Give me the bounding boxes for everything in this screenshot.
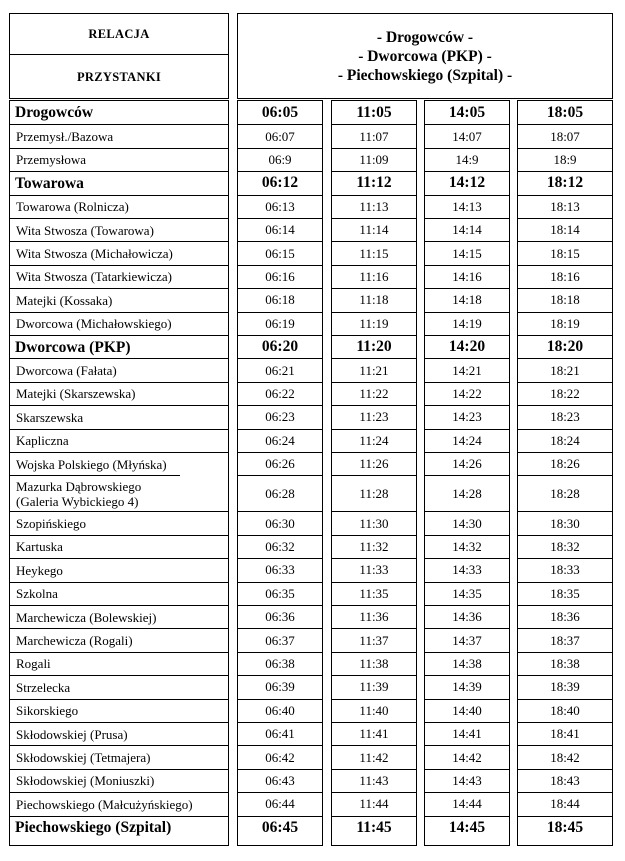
departure-time: 14:21	[425, 358, 509, 381]
departure-column-2	[331, 100, 417, 846]
stop-name: Piechowskiego (Małcużyńskiego)	[10, 792, 228, 815]
departure-time: 14:16	[425, 265, 509, 288]
departure-time: 18:19	[518, 312, 612, 335]
stop-name: Dworcowa (Fałata)	[10, 358, 228, 381]
stop-name: Sikorskiego	[10, 699, 228, 722]
stop-name: Skłodowskiej (Moniuszki)	[10, 769, 228, 792]
departure-time: 14:45	[425, 816, 509, 839]
departure-time: 14:35	[425, 582, 509, 605]
departure-time: 11:09	[332, 148, 416, 171]
stop-name: Matejki (Kossaka)	[10, 288, 228, 311]
stop-name: Przemysłowa	[10, 148, 228, 171]
departure-time: 14:44	[425, 792, 509, 815]
departure-time: 18:35	[518, 582, 612, 605]
header-left-box	[9, 13, 229, 99]
stop-name: Wojska Polskiego (Młyńska)	[10, 452, 228, 475]
departure-time: 06:33	[238, 558, 322, 581]
departure-time: 18:32	[518, 535, 612, 558]
departure-time: 11:43	[332, 769, 416, 792]
departure-time: 06:43	[238, 769, 322, 792]
departure-time: 11:32	[332, 535, 416, 558]
departure-time: 06:16	[238, 265, 322, 288]
departure-time: 06:12	[238, 171, 322, 194]
departure-time: 11:33	[332, 558, 416, 581]
stop-name: Dworcowa (Michałowskiego)	[10, 312, 228, 335]
major-stop-name: Piechowskiego (Szpital)	[10, 816, 228, 839]
departure-time: 11:38	[332, 652, 416, 675]
stop-name: Mazurka Dąbrowskiego (Galeria Wybickiego 4)	[10, 475, 180, 511]
departure-time: 06:24	[238, 429, 322, 452]
departure-time: 14:13	[425, 195, 509, 218]
departure-time: 18:26	[518, 452, 612, 475]
departure-time: 06:13	[238, 195, 322, 218]
departure-time: 14:40	[425, 699, 509, 722]
departure-time: 06:40	[238, 699, 322, 722]
departure-time: 18:30	[518, 511, 612, 534]
departure-time: 18:44	[518, 792, 612, 815]
departure-time: 11:44	[332, 792, 416, 815]
stop-name: Towarowa (Rolnicza)	[10, 195, 228, 218]
departure-time: 14:07	[425, 124, 509, 147]
departure-column-4	[517, 100, 613, 846]
departure-time: 11:21	[332, 358, 416, 381]
departure-time: 06:05	[261, 103, 299, 121]
major-stop-name: Towarowa	[10, 171, 228, 194]
departure-time: 11:42	[332, 745, 416, 768]
departure-time: 11:45	[332, 816, 416, 839]
departure-time: 11:16	[332, 265, 416, 288]
stop-name: Skłodowskiej (Tetmajera)	[10, 745, 228, 768]
departure-time: 11:23	[332, 405, 416, 428]
stop-name: Wita Stwosza (Towarowa)	[10, 218, 228, 241]
stop-name: Kartuska	[10, 535, 228, 558]
departure-time: 18:42	[518, 745, 612, 768]
departure-time: 18:16	[518, 265, 612, 288]
route-title-line-1: - Drogowców -	[376, 28, 474, 46]
departure-time: 06:14	[238, 218, 322, 241]
departure-time: 18:36	[518, 605, 612, 628]
departure-time: 18:12	[518, 171, 612, 194]
stop-name: Kapliczna	[10, 429, 228, 452]
departure-time: 18:24	[518, 429, 612, 452]
departure-time: 11:14	[332, 218, 416, 241]
stop-name: Marchewicza (Rogali)	[10, 628, 228, 651]
departure-time: 14:22	[425, 382, 509, 405]
stop-name: Strzelecka	[10, 675, 228, 698]
departure-time: 06:36	[238, 605, 322, 628]
departure-time: 06:45	[238, 816, 322, 839]
departure-time: 14:15	[425, 241, 509, 264]
departure-time: 06:41	[238, 722, 322, 745]
departure-time: 18:38	[518, 652, 612, 675]
departure-time: 06:26	[238, 452, 322, 475]
departure-time: 11:07	[332, 124, 416, 147]
departure-time: 18:05	[546, 103, 584, 121]
departure-time: 14:37	[425, 628, 509, 651]
departure-time: 18:40	[518, 699, 612, 722]
stop-name: Skarszewska	[10, 405, 228, 428]
stop-name: Matejki (Skarszewska)	[10, 382, 228, 405]
departure-time: 06:44	[238, 792, 322, 815]
departure-time: 14:28	[425, 475, 509, 511]
departure-time: 14:19	[425, 312, 509, 335]
departure-column-1	[237, 100, 323, 846]
departure-time: 18:23	[518, 405, 612, 428]
departure-time: 11:22	[332, 382, 416, 405]
departure-time: 18:14	[518, 218, 612, 241]
departure-time: 18:07	[518, 124, 612, 147]
departure-time: 06:37	[238, 628, 322, 651]
departure-time: 06:9	[238, 148, 322, 171]
departure-time: 14:23	[425, 405, 509, 428]
departure-time: 11:05	[356, 103, 392, 121]
departure-time: 06:15	[238, 241, 322, 264]
stop-name: Szopińskiego	[10, 511, 228, 534]
departure-time: 06:21	[238, 358, 322, 381]
departure-time: 18:43	[518, 769, 612, 792]
departure-time: 06:38	[238, 652, 322, 675]
departure-time: 14:20	[425, 335, 509, 358]
major-stop-name: Drogowców	[15, 104, 94, 122]
departure-time: 18:45	[518, 816, 612, 839]
departure-time: 06:20	[238, 335, 322, 358]
departure-time: 11:18	[332, 288, 416, 311]
departure-time: 14:32	[425, 535, 509, 558]
route-title-line-2: - Dworcowa (PKP) -	[358, 47, 492, 65]
departure-time: 11:39	[332, 675, 416, 698]
departure-time: 18:15	[518, 241, 612, 264]
departure-time: 18:39	[518, 675, 612, 698]
stop-name: Wita Stwosza (Tatarkiewicza)	[10, 265, 228, 288]
departure-time: 18:21	[518, 358, 612, 381]
stop-name: Heykego	[10, 558, 228, 581]
departure-time: 11:20	[332, 335, 416, 358]
departure-time: 14:12	[425, 171, 509, 194]
departure-time: 14:05	[448, 103, 486, 121]
departure-time: 11:41	[332, 722, 416, 745]
departure-time: 11:13	[332, 195, 416, 218]
departure-time: 06:28	[238, 475, 322, 511]
departure-time: 18:37	[518, 628, 612, 651]
stop-name: Wita Stwosza (Michałowicza)	[10, 241, 228, 264]
departure-time: 11:19	[332, 312, 416, 335]
route-title-box	[237, 13, 613, 99]
departure-time: 11:24	[332, 429, 416, 452]
departure-time: 18:20	[518, 335, 612, 358]
stop-name: Rogali	[10, 652, 228, 675]
stop-name: Przemysł./Bazowa	[10, 124, 228, 147]
departure-time: 14:18	[425, 288, 509, 311]
departure-time: 18:22	[518, 382, 612, 405]
departure-time: 18:13	[518, 195, 612, 218]
departure-time: 14:24	[425, 429, 509, 452]
relacja-label: RELACJA	[88, 26, 150, 41]
route-title-line-3: - Piechowskiego (Szpital) -	[337, 66, 513, 84]
departure-time: 14:36	[425, 605, 509, 628]
departure-time: 11:30	[332, 511, 416, 534]
departure-time: 14:43	[425, 769, 509, 792]
departure-time: 11:28	[332, 475, 416, 511]
departure-column-3	[424, 100, 510, 846]
stops-column	[9, 100, 229, 846]
departure-time: 11:15	[332, 241, 416, 264]
departure-time: 06:42	[238, 745, 322, 768]
departure-time: 14:42	[425, 745, 509, 768]
departure-time: 18:33	[518, 558, 612, 581]
departure-time: 06:32	[238, 535, 322, 558]
departure-time: 18:28	[518, 475, 612, 511]
departure-time: 11:36	[332, 605, 416, 628]
departure-time: 14:39	[425, 675, 509, 698]
departure-time: 14:14	[425, 218, 509, 241]
departure-time: 14:41	[425, 722, 509, 745]
departure-time: 11:12	[332, 171, 416, 194]
major-stop-name: Dworcowa (PKP)	[10, 335, 228, 358]
departure-time: 11:35	[332, 582, 416, 605]
departure-time: 06:07	[238, 124, 322, 147]
departure-time: 14:33	[425, 558, 509, 581]
departure-time: 06:35	[238, 582, 322, 605]
departure-time: 11:37	[332, 628, 416, 651]
departure-time: 06:22	[238, 382, 322, 405]
departure-time: 06:39	[238, 675, 322, 698]
departure-time: 06:18	[238, 288, 322, 311]
departure-time: 14:30	[425, 511, 509, 534]
stop-name: Szkolna	[10, 582, 228, 605]
departure-time: 18:41	[518, 722, 612, 745]
departure-time: 14:9	[425, 148, 509, 171]
stop-name: Skłodowskiej (Prusa)	[10, 722, 228, 745]
departure-time: 06:19	[238, 312, 322, 335]
departure-time: 11:40	[332, 699, 416, 722]
departure-time: 14:38	[425, 652, 509, 675]
departure-time: 06:23	[238, 405, 322, 428]
departure-time: 11:26	[332, 452, 416, 475]
departure-time: 14:26	[425, 452, 509, 475]
stop-name: Marchewicza (Bolewskiej)	[10, 605, 228, 628]
departure-time: 18:18	[518, 288, 612, 311]
departure-time: 18:9	[518, 148, 612, 171]
departure-time: 06:30	[238, 511, 322, 534]
przystanki-label: PRZYSTANKI	[76, 70, 162, 84]
